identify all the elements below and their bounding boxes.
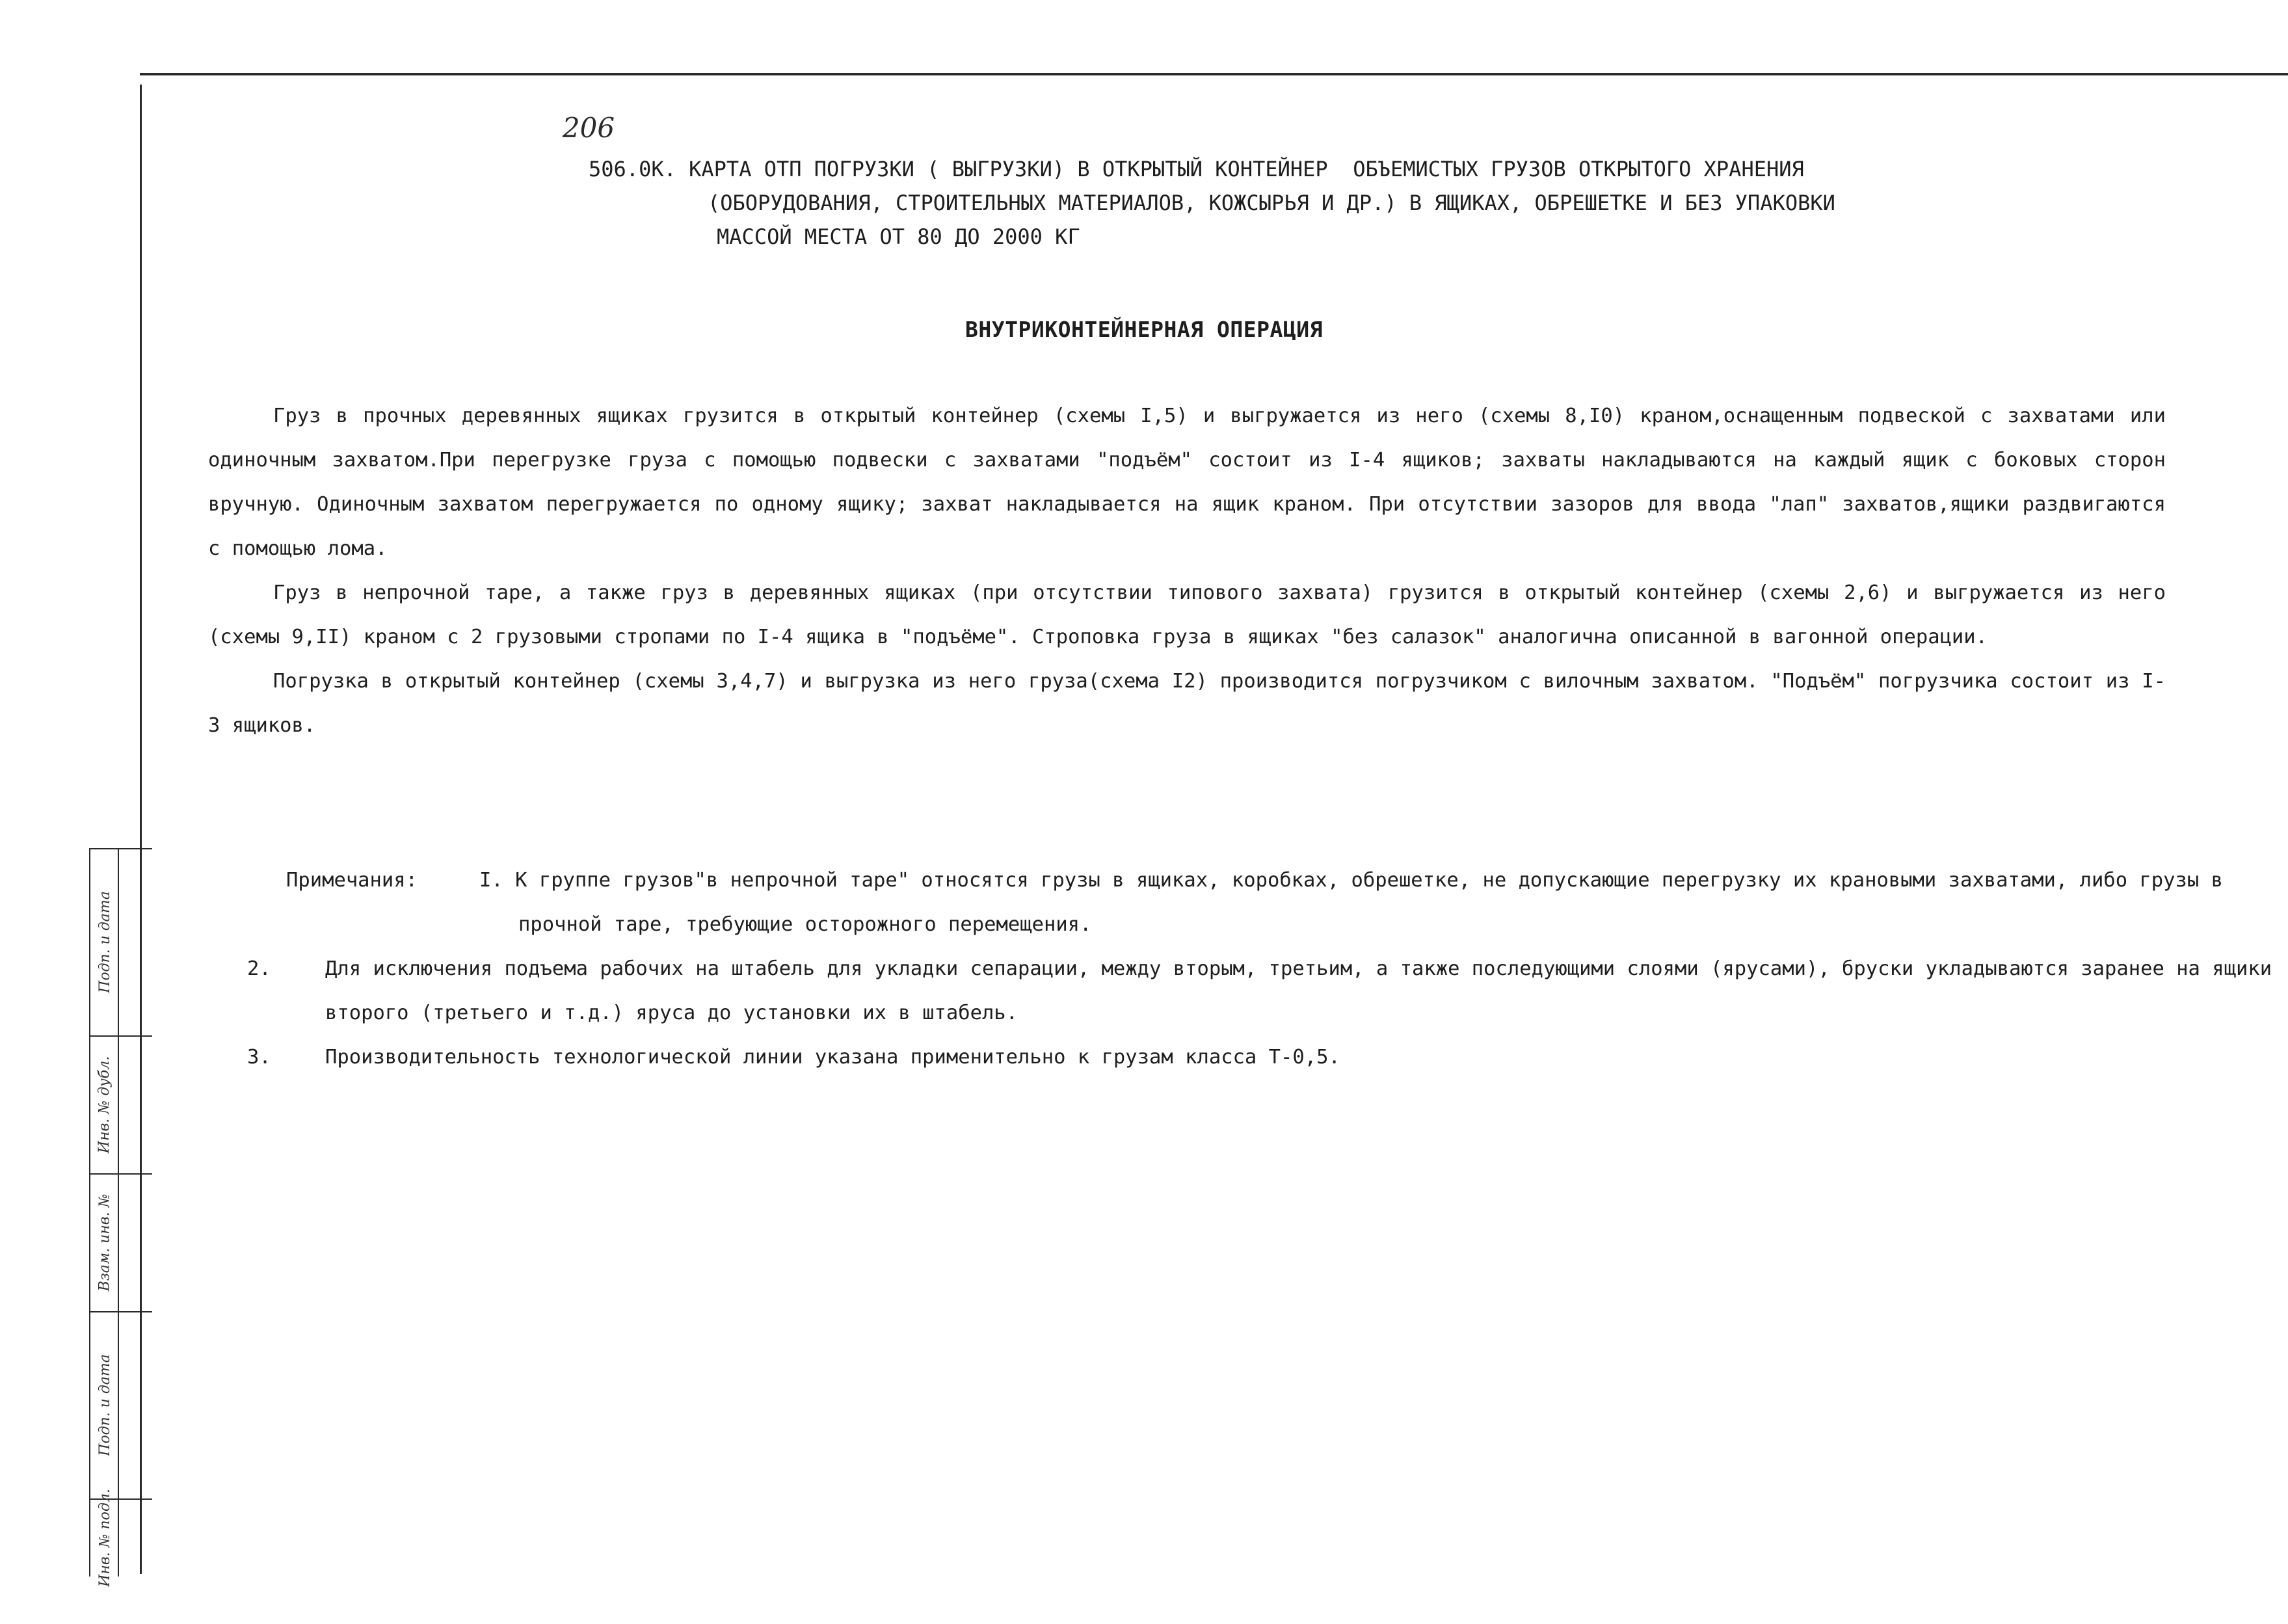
paragraph: Погрузка в открытый контейнер (схемы 3,4,7) и выгрузка из него груза(схема I2) производится погрузчиком с вилочным захватом. "Подъём" погрузчика состоит из I-3 ящиков.: [208, 670, 2166, 737]
frame-top-border: [140, 73, 2288, 75]
title-line-1: 506.0К. КАРТА ОТП ПОГРУЗКИ ( ВЫГРУЗКИ) В ОТКРЫТЫЙ КОНТЕЙНЕР ОБЪЕМИСТЫХ ГРУЗОВ ОТКРЫТОГО ХРАНЕНИЯ: [589, 157, 1804, 181]
stamp-label: Подп. и дата: [96, 890, 113, 993]
stamp-label: Взам. инв. №: [96, 1193, 113, 1291]
paragraph: Груз в непрочной таре, а также груз в деревянных ящиках (при отсутствии типового захвата) грузится в открытый контейнер (схемы 2,6) и выгружается из него (схемы 9,II) краном с 2 грузовыми стропами по I-4 ящика в "подъёме". Строповка груза в ящиках "без салазок" аналогична описанной в вагонной операции.: [208, 581, 2166, 648]
stamp-border: [89, 848, 90, 1577]
stamp-label: Инв. № дубл.: [96, 1056, 113, 1153]
title-line-3: МАССОЙ МЕСТА ОТ 80 ДО 2000 КГ: [717, 224, 1080, 249]
title-line-2: (ОБОРУДОВАНИЯ, СТРОИТЕЛЬНЫХ МАТЕРИАЛОВ, КОЖСЫРЬЯ И ДР.) В ЯЩИКАХ, ОБРЕШЕТКЕ И БЕЗ УПАКОВКИ: [708, 191, 1835, 215]
note-text: Производительность технологической линии указана применительно к грузам класса Т-0,5.: [325, 1046, 1340, 1069]
body-text: [208, 394, 2166, 748]
stamp-divider: [118, 848, 119, 1577]
notes-section: [247, 859, 2288, 1080]
page-number: 206: [562, 112, 615, 144]
margin-stamp: [89, 848, 152, 1587]
notes-heading: Примечания:: [286, 869, 418, 892]
note-number: 3.: [247, 1046, 271, 1069]
section-title: ВНУТРИКОНТЕЙНЕРНАЯ ОПЕРАЦИЯ: [965, 317, 1323, 342]
note-item: [286, 859, 2288, 947]
stamp-label: Инв. № подл.: [96, 1488, 113, 1587]
note-text: К группе грузов"в непрочной таре" относятся грузы в ящиках, коробках, обрешетке, не допускающие перегрузку их крановыми захватами, либо грузы в прочной таре, требующие осторожного перемещения.: [515, 869, 2223, 936]
document-title: [589, 152, 2084, 254]
note-number: I.: [479, 869, 503, 892]
note-number: 2.: [247, 957, 271, 980]
note-item: [247, 1035, 2288, 1080]
stamp-label: Подп. и дата: [96, 1353, 113, 1456]
note-text: Для исключения подъема рабочих на штабель для укладки сепарации, между вторым, третьим, а также последующими слоями (ярусами), бруски укладываются заранее на ящики второго (третьего и т.д.) яруса до установки их в штабель.: [325, 957, 2272, 1024]
note-item: [247, 947, 2288, 1035]
paragraph: Груз в прочных деревянных ящиках грузится в открытый контейнер (схемы I,5) и выгружается из него (схемы 8,I0) краном,оснащенным подвеской с захватами или одиночным захватом.При перегрузке груза с помощью подвески с захватами "подъём" состоит из I-4 ящиков; захваты накладываются на каждый ящик с боковых сторон вручную. Одиночным захватом перегружается по одному ящику; захват накладывается на ящик краном. При отсутствии зазоров для ввода "лап" захватов,ящики раздвигаются с помощью лома.: [208, 405, 2166, 560]
